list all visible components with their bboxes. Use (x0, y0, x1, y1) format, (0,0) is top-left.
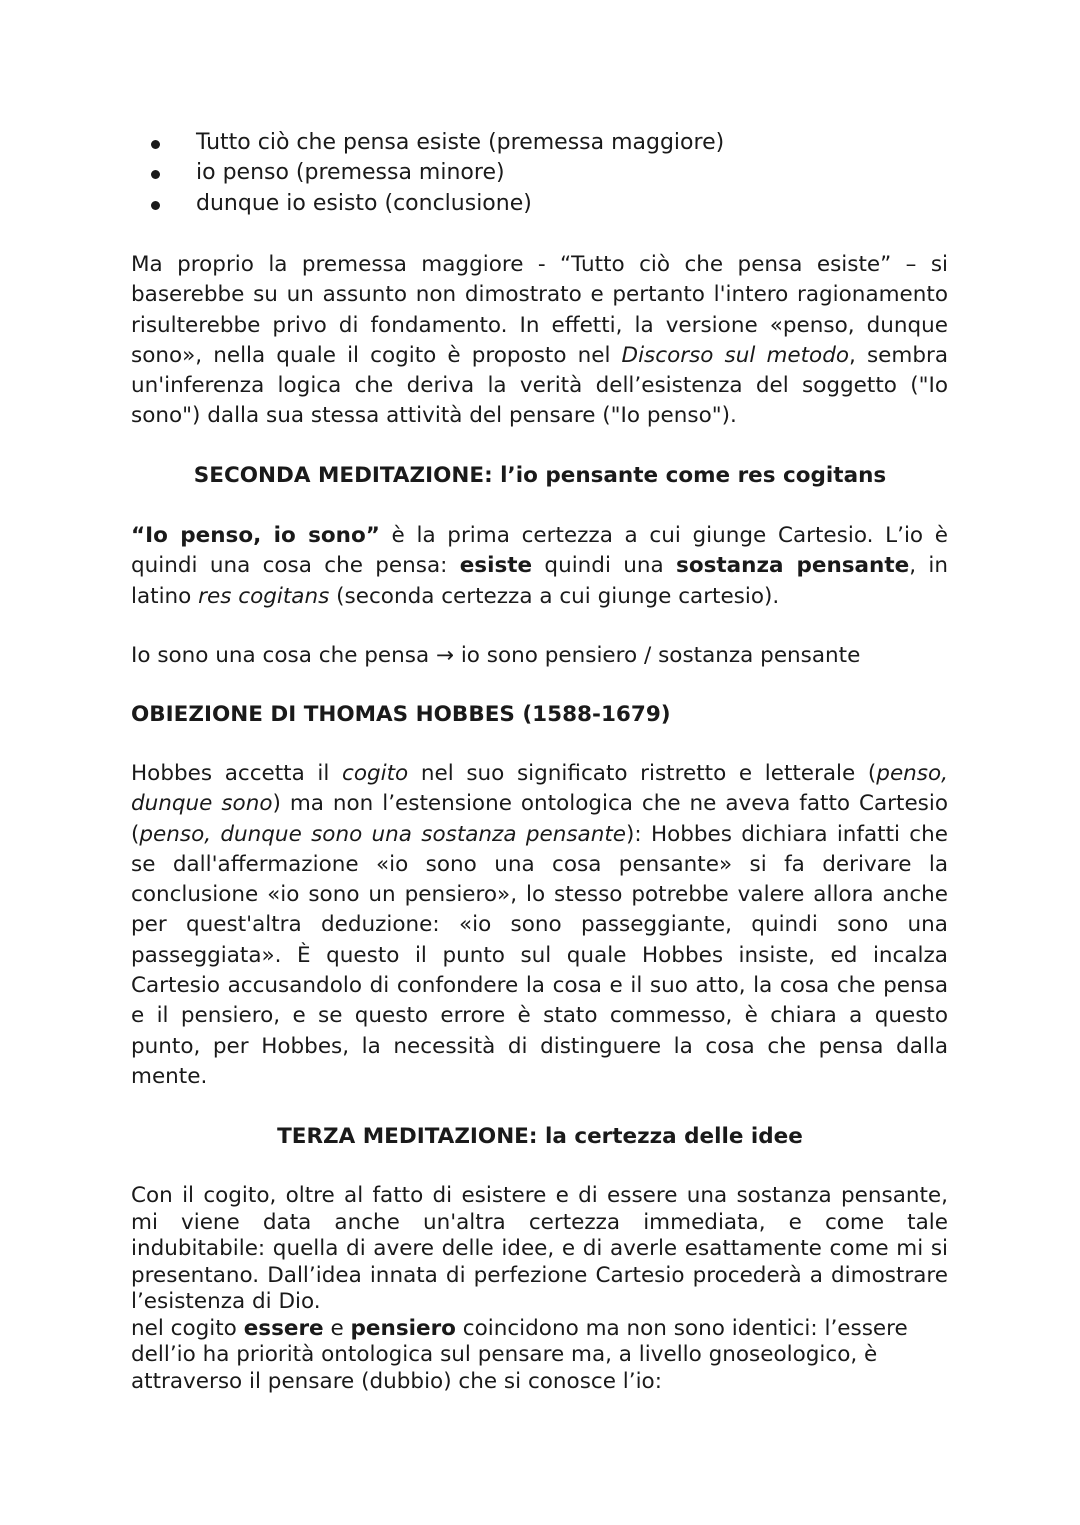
text-line: un'inferenza logica che deriva la verità dell’esistenza del soggetto ("Io (131, 373, 948, 399)
text-line: Ma proprio la premessa maggiore - “Tutto ciò che pensa esiste” – si (131, 252, 948, 277)
text-run: ): Hobbes dichiara infatti che (626, 821, 948, 847)
text-line: l’esistenza di Dio. (131, 1289, 321, 1314)
list-item (0, 128, 724, 158)
heading-terza-meditazione: TERZA MEDITAZIONE: la certezza delle idee (277, 1124, 803, 1149)
text-run: quindi una (532, 553, 677, 579)
text-line: sono") dalla sua stessa attività del pensare ("Io penso"). (131, 403, 737, 429)
bullet-dot-icon (151, 201, 160, 210)
italic-text: penso, dunque sono una sostanza pensante (139, 821, 626, 847)
paragraph-certezza-idee (131, 1183, 948, 1395)
paragraph-premessa (131, 250, 948, 432)
text-run: coincidono ma non sono identici: l’essere (455, 1315, 908, 1341)
text-line: Cartesio accusandolo di confondere la cosa e il suo atto, la cosa che pensa (131, 973, 948, 999)
text-line (131, 820, 948, 850)
text-run: è la prima certezza a cui giunge Cartesio. L’io è (379, 523, 948, 548)
text-line: passeggiata». È questo il punto sul quale Hobbes insiste, ed incalza (131, 942, 948, 968)
text-run: sono», nella quale il cogito è proposto nel (131, 342, 622, 368)
text-line: mi viene data anche un'altra certezza immediata, e come tale (131, 1209, 948, 1235)
text-line (131, 341, 948, 371)
text-line: mente. (131, 1063, 208, 1089)
text-line: punto, per Hobbes, la necessità di distinguere la cosa che pensa dalla (131, 1033, 948, 1059)
text-line (131, 582, 948, 612)
text-line (131, 521, 948, 551)
paragraph-io-sono (131, 641, 948, 671)
bold-text: essere (243, 1315, 324, 1341)
text-run: nel cogito (131, 1315, 244, 1341)
list-item-text: io penso (premessa minore) (196, 160, 505, 186)
text-line: Io sono una cosa che pensa → io sono pensiero / sostanza pensante (131, 643, 861, 668)
text-line: se dall'affermazione «io sono una cosa pensante» si fa derivare la (131, 851, 948, 877)
text-line: attraverso il pensare (dubbio) che si conosce l’io: (131, 1368, 662, 1394)
text-line: indubitabile: quella di avere delle idee, e di averle esattamente come mi si (131, 1236, 948, 1261)
text-line: conclusione «io sono un pensiero», lo stesso potrebbe valere allora anche (131, 882, 948, 908)
text-line: dell’io ha priorità ontologica sul pensare ma, a livello gnoseologico, è (131, 1342, 878, 1367)
paragraph-io-penso (131, 521, 948, 612)
heading-seconda-meditazione: SECONDA MEDITAZIONE: l’io pensante come res cogitans (193, 463, 887, 488)
text-line: Con il cogito, oltre al fatto di esistere e di essere una sostanza pensante, (131, 1183, 948, 1208)
list-item-text: Tutto ciò che pensa esiste (premessa maggiore) (196, 130, 725, 155)
text-run: latino (131, 583, 199, 609)
text-run: (seconda certezza a cui giunge cartesio). (329, 583, 780, 609)
list-item-text: dunque io esisto (conclusione) (196, 190, 532, 216)
text-line: per quest'altra deduzione: «io sono passeggiante, quindi sono una (131, 912, 948, 938)
bullet-dot-icon (151, 170, 160, 179)
text-line (131, 551, 948, 581)
text-run: ( (131, 821, 140, 847)
italic-text: dunque sono (131, 791, 273, 817)
text-run: , in (909, 553, 948, 579)
syllogism-list (0, 128, 724, 219)
list-item (0, 158, 724, 188)
bold-text: esiste (459, 553, 533, 579)
text-line: presentano. Dall’idea innata di perfezione Cartesio procederà a dimostrare (131, 1262, 948, 1288)
text-run: e (323, 1315, 351, 1341)
text-line: risulterebbe privo di fondamento. In effetti, la versione «penso, dunque (131, 312, 948, 338)
text-line: e il pensiero, e se questo errore è stato commesso, è chiara a questo (131, 1003, 948, 1029)
list-item (0, 189, 724, 219)
paragraph-hobbes (131, 759, 948, 1092)
book-title: Discorso sul metodo (621, 342, 850, 368)
text-run: nel suo significato ristretto e letterale ( (408, 761, 877, 786)
italic-text: cogito (342, 761, 409, 786)
bold-text: pensiero (350, 1315, 456, 1341)
text-run: Hobbes accetta il (131, 761, 343, 786)
bold-text: “Io penso, io sono” (131, 523, 380, 548)
bullet-dot-icon (151, 140, 160, 149)
text-run: ) ma non l’estensione ontologica che ne aveva fatto Cartesio (272, 791, 948, 817)
text-line (131, 789, 948, 819)
italic-text: penso, (876, 761, 948, 786)
italic-text: res cogitans (198, 583, 330, 609)
text-run: , sembra (849, 342, 948, 368)
bold-text: sostanza pensante (676, 553, 910, 579)
text-line (131, 1316, 948, 1343)
text-line (131, 759, 948, 789)
text-line: baserebbe su un assunto non dimostrato e pertanto l'intero ragionamento (131, 282, 948, 308)
heading-obiezione-hobbes: OBIEZIONE DI THOMAS HOBBES (1588-1679) (131, 702, 671, 727)
text-run: quindi una cosa che pensa: (131, 553, 460, 579)
